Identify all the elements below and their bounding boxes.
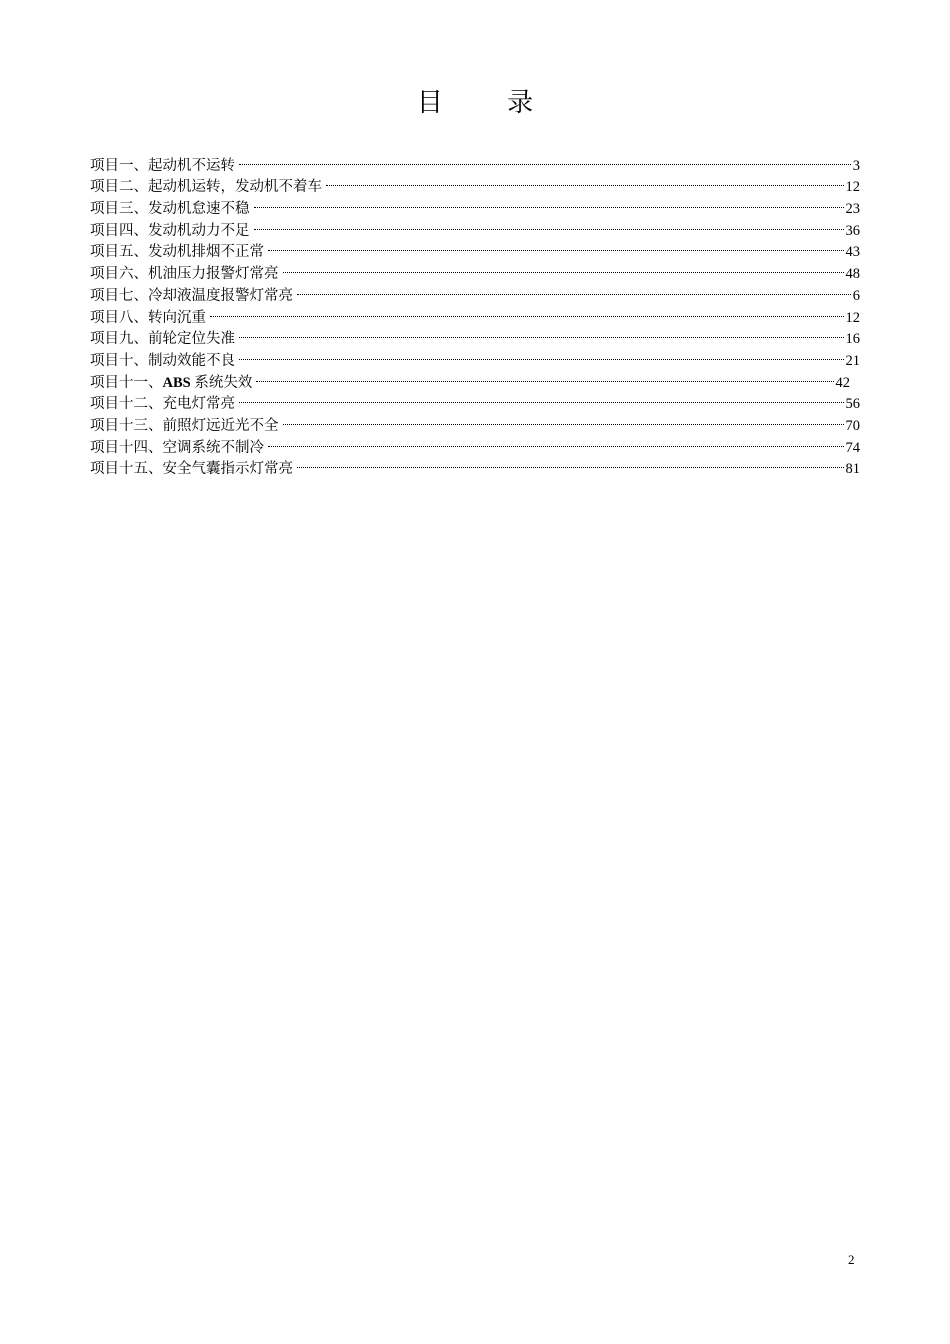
toc-page-number: 16 bbox=[845, 331, 860, 348]
toc-dot-leader bbox=[256, 365, 833, 387]
toc-entry-label: 项目十、制动效能不良 bbox=[90, 352, 235, 369]
toc-page-number: 48 bbox=[845, 266, 860, 283]
toc-entry-label: 项目十四、空调系统不制冷 bbox=[90, 439, 264, 456]
toc-dot-leader bbox=[283, 256, 844, 278]
footer-page-number: 2 bbox=[848, 1252, 855, 1267]
toc-entry-label: 项目二、起动机运转，发动机不着车 bbox=[90, 179, 322, 196]
toc-entry-label: 项目十三、前照灯远近光不全 bbox=[90, 417, 279, 434]
toc-title: 目 录 bbox=[416, 88, 562, 118]
toc-list bbox=[90, 148, 860, 478]
toc-dot-leader bbox=[297, 452, 844, 474]
toc-dot-leader bbox=[239, 148, 851, 170]
toc-page-number: 12 bbox=[845, 309, 860, 326]
toc-entry-label-bold: ABS bbox=[162, 374, 191, 391]
toc-page-number: 74 bbox=[845, 439, 860, 456]
toc-dot-leader bbox=[268, 430, 844, 452]
toc-page-number: 70 bbox=[845, 417, 860, 434]
toc-page-number: 23 bbox=[845, 201, 860, 218]
toc-dot-leader bbox=[239, 343, 844, 365]
toc-page-number: 43 bbox=[845, 244, 860, 261]
toc-dot-leader bbox=[254, 191, 844, 213]
toc-page-number: 36 bbox=[845, 222, 860, 239]
toc-entry-label: 项目八、转向沉重 bbox=[90, 309, 206, 326]
toc-entry-label: 项目四、发动机动力不足 bbox=[90, 222, 250, 239]
toc-dot-leader bbox=[254, 213, 844, 235]
toc-entry-label: 项目七、冷却液温度报警灯常亮 bbox=[90, 287, 293, 304]
toc-page-number: 6 bbox=[852, 287, 860, 304]
toc-entry-label-suffix: 系统失效 bbox=[190, 374, 253, 391]
toc-entry-label: 项目十五、安全气囊指示灯常亮 bbox=[90, 461, 293, 478]
toc-entry-label-prefix: 项目十一、 bbox=[90, 374, 163, 391]
toc-dot-leader bbox=[283, 408, 844, 430]
toc-page-number: 12 bbox=[845, 179, 860, 196]
toc-page-number: 3 bbox=[852, 157, 860, 174]
toc-dot-leader bbox=[297, 278, 851, 300]
toc-page-number: 42 bbox=[835, 374, 850, 391]
toc-entry[interactable] bbox=[90, 148, 860, 174]
toc-entry-label: 项目三、发动机怠速不稳 bbox=[90, 201, 250, 218]
toc-entry-label: 项目一、起动机不运转 bbox=[90, 157, 235, 174]
toc-page-number: 56 bbox=[845, 396, 860, 413]
toc-entry-label: 项目六、机油压力报警灯常亮 bbox=[90, 266, 279, 283]
toc-dot-leader bbox=[326, 170, 844, 192]
toc-entry-label: 项目十二、充电灯常亮 bbox=[90, 396, 235, 413]
toc-entry-label bbox=[90, 373, 252, 395]
toc-dot-leader bbox=[210, 300, 844, 322]
toc-page-number: 81 bbox=[845, 461, 860, 478]
toc-entry-label: 项目九、前轮定位失准 bbox=[90, 331, 235, 348]
toc-dot-leader bbox=[239, 387, 844, 409]
toc-entry-label: 项目五、发动机排烟不正常 bbox=[90, 244, 264, 261]
toc-dot-leader bbox=[268, 235, 844, 257]
toc-dot-leader bbox=[239, 322, 844, 344]
toc-page-number: 21 bbox=[845, 352, 860, 369]
